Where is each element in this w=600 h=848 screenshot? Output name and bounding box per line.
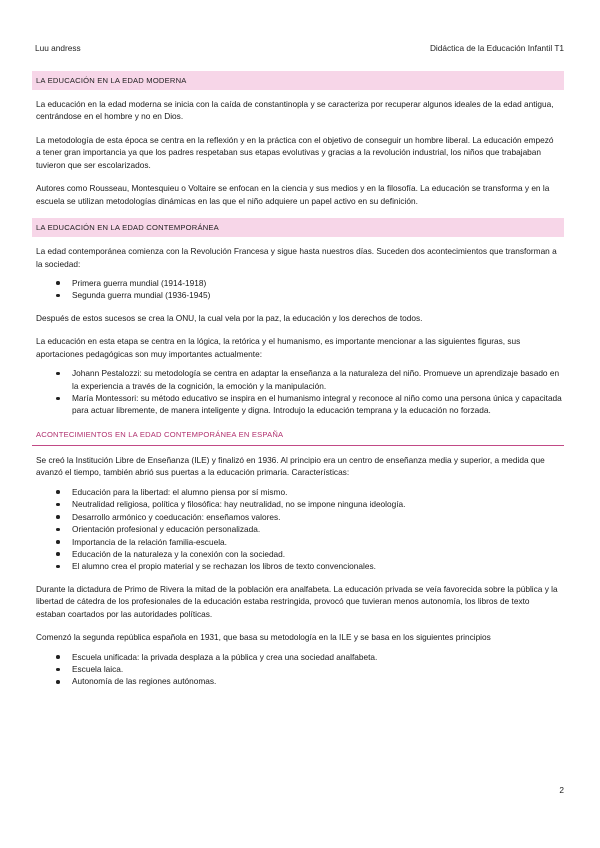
republic-principles-list bbox=[32, 651, 564, 688]
list-item: Educación para la libertad: el alumno piensa por sí mismo. bbox=[56, 486, 564, 498]
course-title: Didáctica de la Educación Infantil T1 bbox=[429, 43, 564, 53]
wars-list bbox=[32, 277, 564, 302]
paragraph: La metodología de esta época se centra en la reflexión y en la práctica con el objetivo de conseguir un hombre liberal. La educación empezó a tener gran importancia ya que los padres respetaban sus etapas evolutivas y gracias a la revolución industrial, los niños que trabajaban tuvieron que ser escolarizados. bbox=[36, 134, 554, 170]
list-item: Johann Pestalozzi: su metodología se centra en adaptar la enseñanza a la naturaleza del niño. Promueve un aprendizaje basado en la experiencia a través de la cognición, la emoción y la manipulación. bbox=[56, 367, 564, 392]
author-name: Luu andress bbox=[35, 43, 81, 53]
paragraph: Después de estos sucesos se crea la ONU, la cual vela por la paz, la educación y los derechos de todos. bbox=[36, 312, 423, 323]
ile-features-list bbox=[32, 486, 564, 573]
paragraph: Comenzó la segunda república española en 1931, que basa su metodología en la ILE y se basa en los siguientes principios bbox=[36, 632, 491, 643]
paragraph: Autores como Rousseau, Montesquieu o Voltaire se enfocan en la ciencia y sus medios y en la filosofía. La educación se transforma y en la escuela se utilizan metodologías dinámicas en las que el niño adquiere un papel activo en su definición. bbox=[36, 183, 550, 206]
list-item: Segunda guerra mundial (1936-1945) bbox=[56, 289, 564, 301]
list-item: Educación de la naturaleza y la conexión con la sociedad. bbox=[56, 548, 564, 560]
page-header bbox=[35, 42, 564, 54]
figures-list bbox=[32, 367, 564, 417]
list-item: El alumno crea el propio material y se rechazan los libros de texto convencionales. bbox=[56, 560, 564, 572]
paragraph: Se creó la Institución Libre de Enseñanza (ILE) y finalizó en 1936. Al principio era un centro de enseñanza media y superior, a medida que avanzó el tiempo, también abrió sus puertas a la educación primaria. Características: bbox=[36, 454, 545, 478]
page-content bbox=[32, 71, 564, 698]
paragraph: La educación en esta etapa se centra en la lógica, la retórica y el humanismo, es importante mencionar a las siguientes figuras, sus aportaciones pedagógicas son muy importantes actualmente: bbox=[36, 336, 521, 359]
list-item: Escuela unificada: la privada desplaza a la pública y crea una sociedad analfabeta. bbox=[56, 651, 564, 663]
section-heading-edad-contemporanea: LA EDUCACIÓN EN LA EDAD CONTEMPORÁNEA bbox=[32, 218, 564, 237]
list-item: Escuela laica. bbox=[56, 663, 564, 675]
list-item: María Montessori: su método educativo se inspira en el humanismo integral y reconoce al niño como una persona única y capacitada para actuar libremente, de manera inteligente y digna. Introdujo la educación temprana y la educación no forzada. bbox=[56, 392, 564, 417]
list-item: Importancia de la relación familia-escuela. bbox=[56, 536, 564, 548]
section-heading-espana: ACONTECIMIENTOS EN LA EDAD CONTEMPORÁNEA EN ESPAÑA bbox=[32, 427, 564, 446]
list-item: Autonomía de las regiones autónomas. bbox=[56, 675, 564, 687]
paragraph: Durante la dictadura de Primo de Rivera la mitad de la población era analfabeta. La educación privada se veía favorecida sobre la pública y la libertad de cátedra de los profesionales de la educación estaba restringida, provocó que tuvieran menos autonomía, los libros de texto estaban coartados por las autoridades políticas. bbox=[36, 583, 558, 619]
list-item: Orientación profesional y educación personalizada. bbox=[56, 523, 564, 535]
section-heading-edad-moderna: LA EDUCACIÓN EN LA EDAD MODERNA bbox=[32, 71, 564, 90]
page-number: 2 bbox=[559, 785, 564, 795]
paragraph: La edad contemporánea comienza con la Revolución Francesa y sigue hasta nuestros días. Suceden dos acontecimientos que transforman a la sociedad: bbox=[36, 246, 557, 269]
list-item: Neutralidad religiosa, política y filosófica: hay neutralidad, no se impone ninguna ideología. bbox=[56, 498, 564, 510]
list-item: Desarrollo armónico y coeducación: enseñamos valores. bbox=[56, 511, 564, 523]
list-item: Primera guerra mundial (1914-1918) bbox=[56, 277, 564, 289]
paragraph: La educación en la edad moderna se inicia con la caída de constantinopla y se caracteriza por recuperar algunos ideales de la edad antigua, centrándose en el hombre y no en Dios. bbox=[36, 99, 554, 122]
